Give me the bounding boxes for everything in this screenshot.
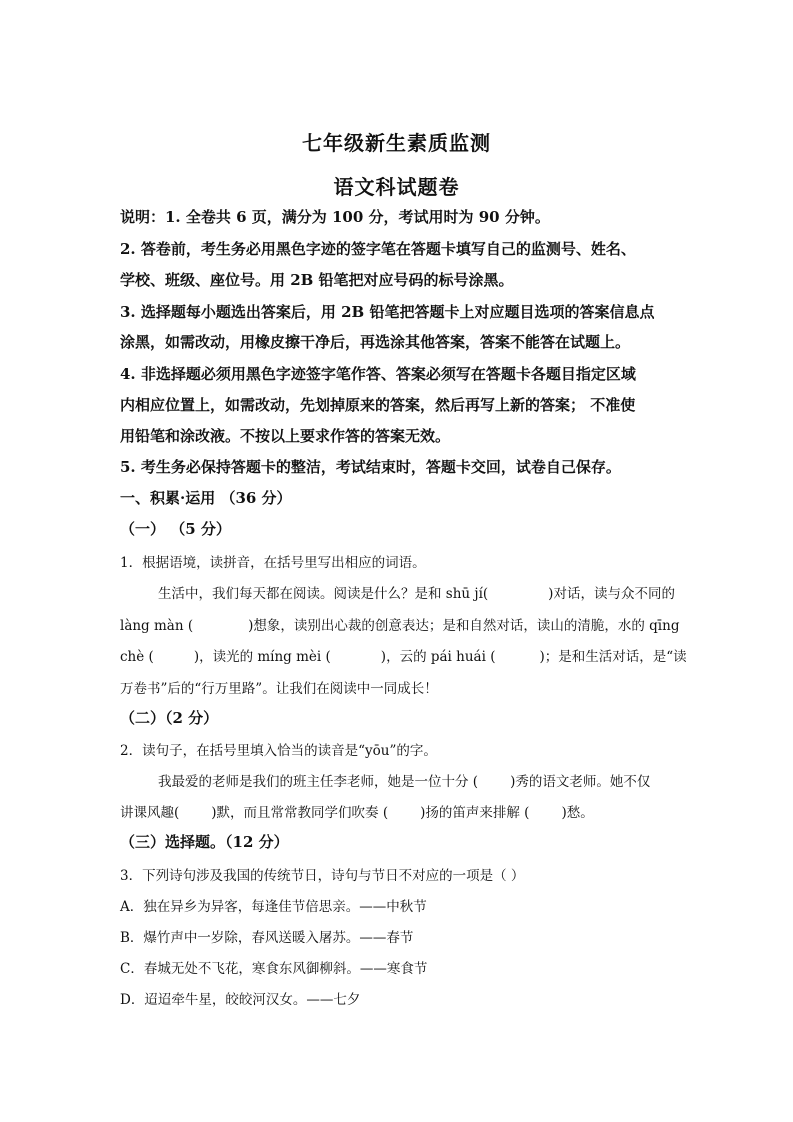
choice-option-c[interactable]: C．春城无处不飞花，寒食东风御柳斜。——寒食节	[120, 961, 428, 977]
choice-option-a[interactable]: A．独在异乡为异客，每逢佳节倍思亲。——中秋节	[120, 899, 427, 915]
instruction-line: 3. 选择题每小题选出答案后，用 2B 铅笔把答题卡上对应题目选项的答案信息点	[120, 303, 655, 321]
part-heading: （二）（2 分）	[120, 709, 219, 727]
question-text-line: 生活中，我们每天都在阅读。阅读是什么？是和 shū jí( )对话，读与众不同的	[158, 586, 675, 602]
exam-subtitle: 语文科试题卷	[333, 175, 460, 199]
question-text-line: làng màn ( )想象，读别出心裁的创意表达；是和自然对话，读山的清脆，水的 qīng	[120, 618, 680, 634]
instruction-line: 4. 非选择题必须用黑色字迹签字笔作答、答案必须写在答题卡各题目指定区域	[120, 365, 636, 383]
instruction-line: 5. 考生务必保持答题卡的整洁，考试结束时，答题卡交回，试卷自己保存。	[120, 458, 621, 476]
instruction-line: 说明：1. 全卷共 6 页，满分为 100 分，考试用时为 90 分钟。	[120, 208, 550, 226]
question-text-line: 万卷书”后的“行万里路”。让我们在阅读中一同成长！	[120, 681, 438, 697]
question-text-line: 讲课风趣( )默，而且常常教同学们吹奏 ( )扬的笛声来排解 ( )愁。	[120, 805, 594, 821]
question-text-line: chè ( )，读光的 míng mèi ( )，云的 pái huái ( )；是和生活对话，是“读	[120, 649, 687, 665]
exam-title: 七年级新生素质监测	[302, 131, 491, 155]
choice-option-d[interactable]: D．迢迢牵牛星，皎皎河汉女。——七夕	[120, 992, 361, 1008]
question-prompt: 1．根据语境，读拼音，在括号里写出相应的词语。	[120, 555, 426, 571]
part-heading: （一） （5 分）	[120, 520, 231, 538]
instruction-line: 用铅笔和涂改液。不按以上要求作答的答案无效。	[120, 427, 451, 445]
question-text-line: 我最爱的老师是我们的班主任李老师，她是一位十分 ( )秀的语文老师。她不仅	[158, 774, 651, 790]
instruction-line: 内相应位置上，如需改动，先划掉原来的答案，然后再写上新的答案； 不准使	[120, 396, 636, 414]
question-prompt: 2．读句子，在括号里填入恰当的读音是“yōu”的字。	[120, 743, 437, 759]
section-heading: 一、积累·运用 （36 分）	[120, 489, 292, 507]
instruction-line: 涂黑，如需改动，用橡皮擦干净后，再选涂其他答案，答案不能答在试题上。	[120, 333, 631, 351]
part-heading: （三）选择题。（12 分）	[120, 833, 289, 851]
choice-option-b[interactable]: B．爆竹声中一岁除，春风送暖入屠苏。——春节	[120, 930, 414, 946]
question-prompt: 3．下列诗句涉及我国的传统节日，诗句与节日不对应的一项是（ ）	[120, 868, 525, 884]
instruction-line: 学校、班级、座位号。用 2B 铅笔把对应号码的标号涂黑。	[120, 271, 514, 289]
instruction-line: 2. 答卷前，考生务必用黑色字迹的签字笔在答题卡填写自己的监测号、姓名、	[120, 240, 636, 258]
